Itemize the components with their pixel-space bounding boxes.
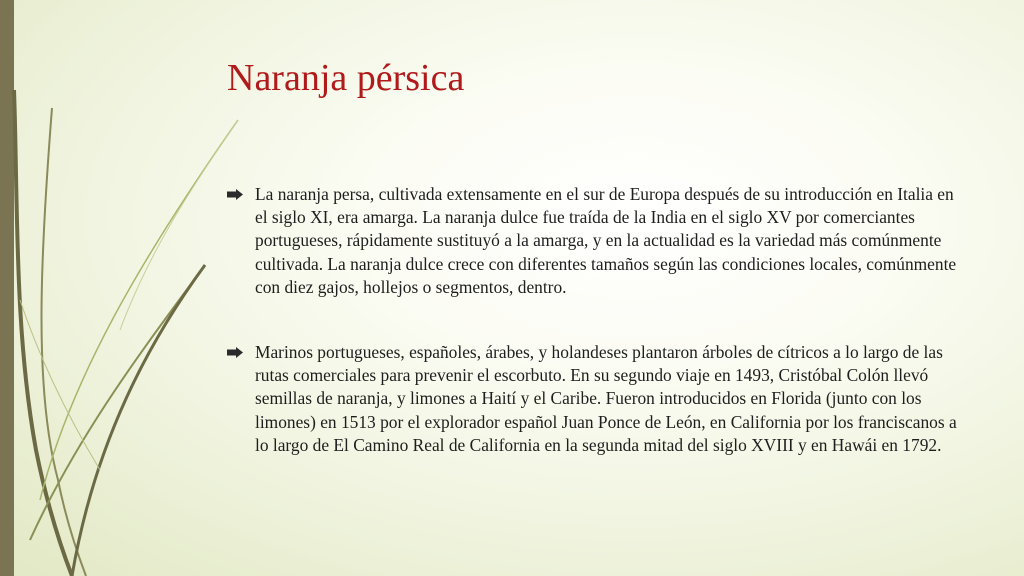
slide-title: Naranja pérsica xyxy=(227,57,465,99)
arrow-bullet-icon xyxy=(227,347,243,358)
arrow-bullet-icon xyxy=(227,189,243,200)
bullet-text: Marinos portugueses, españoles, árabes, y holandeses plantaron árboles de cítricos a lo largo de las rutas comerciales para prevenir el escorbuto. En su segundo viaje en 1493, Cristóbal Colón llevó semillas de naranja, y limones a Haití y el Caribe. Fueron introducidos en Florida (junto con los limones) en 1513 por el explorador español Juan Ponce de León, en California por los franciscanos a lo largo de El Camino Real de California en la segunda mitad del siglo XVIII y en Hawái en 1792. xyxy=(255,342,957,455)
bullet-item xyxy=(227,183,967,299)
bullet-list xyxy=(227,183,967,457)
bullet-text: La naranja persa, cultivada extensamente en el sur de Europa después de su introducción en Italia en el siglo XI, era amarga. La naranja dulce fue traída de la India en el siglo XV por comerciantes portugueses, rápidamente sustituyó a la amarga, y en la actualidad es la variedad más comúnmente cultivada. La naranja dulce crece con diferentes tamaños según las condiciones locales, comúnmente con diez gajos, hollejos o segmentos, dentro. xyxy=(255,184,957,297)
decorative-leaf-lines xyxy=(0,0,260,576)
bullet-item xyxy=(227,341,967,457)
